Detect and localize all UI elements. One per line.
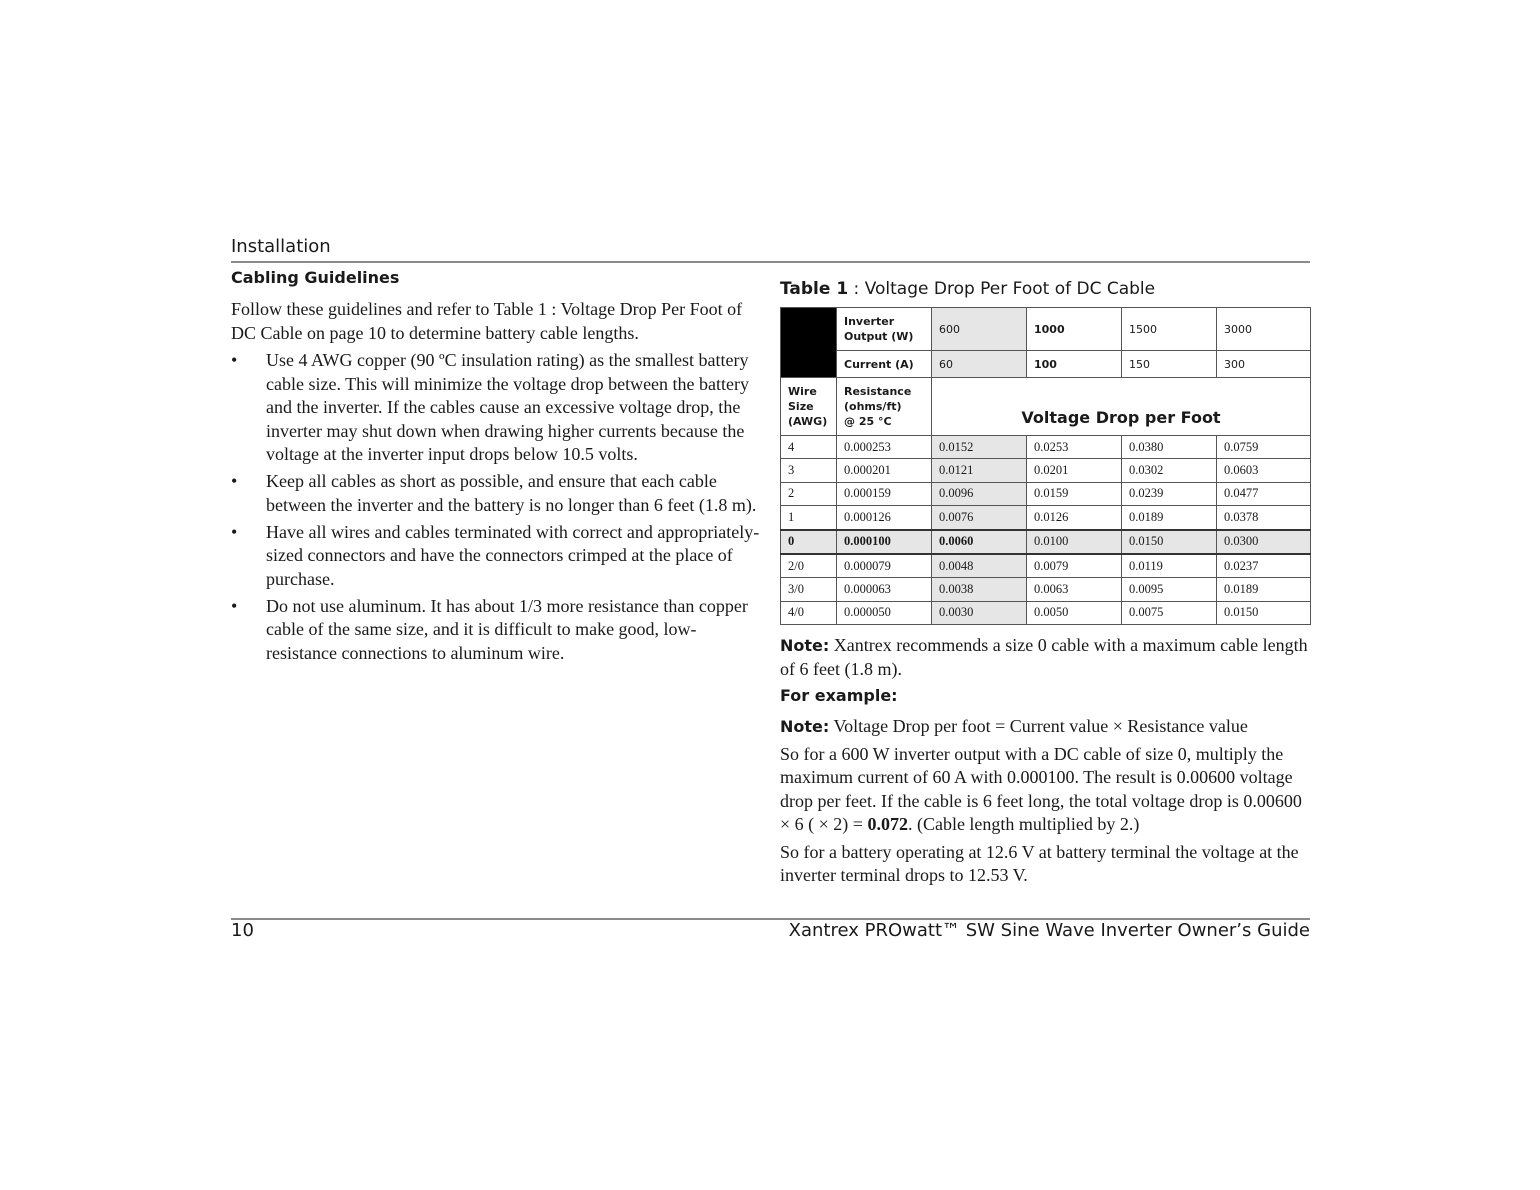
output-value: 3000 xyxy=(1217,308,1311,351)
table-cell: 0.0150 xyxy=(1217,601,1311,624)
current-value: 150 xyxy=(1122,351,1217,378)
table-cell: 0.0075 xyxy=(1122,601,1217,624)
table-cell: 0 xyxy=(781,530,837,554)
total-drop-value: 0.072 xyxy=(867,814,908,835)
table-row xyxy=(781,578,1311,601)
voltage-drop-table xyxy=(780,307,1311,625)
table-cell: 0.0189 xyxy=(1122,506,1217,530)
table-cell: 0.000159 xyxy=(837,482,932,505)
list-item-text: Use 4 AWG copper (90 ºC insulation rating) as the smallest battery cable size. This will minimize the voltage drop between the battery and the inverter. If the cables cause an excessive voltage drop, the inverter may shut down when drawing higher currents because the voltage at the inverter input drops below 10.5 volts. xyxy=(266,350,750,464)
table-cell: 4/0 xyxy=(781,601,837,624)
output-value: 1000 xyxy=(1027,308,1122,351)
table-row xyxy=(781,554,1311,578)
table-cell: 0.0050 xyxy=(1027,601,1122,624)
table-row xyxy=(781,436,1311,459)
table-row xyxy=(781,482,1311,505)
bullet-icon: • xyxy=(231,521,238,542)
note-text: Voltage Drop per foot = Current value × Resistance value xyxy=(829,716,1248,737)
table-cell: 0.0095 xyxy=(1122,578,1217,601)
table-number: Table 1 xyxy=(780,279,849,299)
table-cell: 1 xyxy=(781,506,837,530)
bullet-icon: • xyxy=(231,471,238,491)
guideline-list xyxy=(231,349,761,665)
table-cell: 0.0477 xyxy=(1217,482,1311,505)
resistance-header: Resistance (ohms/ft) @ 25 °C xyxy=(837,378,932,436)
table-cell: 0.0100 xyxy=(1027,530,1122,554)
table-cell: 0.0121 xyxy=(932,459,1027,482)
table-cell: 0.0302 xyxy=(1122,459,1217,482)
example-paragraph: So for a 600 W inverter output with a DC cable of size 0, multiply the maximum current of 60 A with 0.000100. The result is 0.00600 voltage drop per feet. If the cable is 6 feet long, the total voltage drop is 0.00600 × 6 ( × 2) = 0.072. (Cable length multiplied by 2.) xyxy=(780,743,1302,835)
table-row xyxy=(781,459,1311,482)
table-cell: 0.000126 xyxy=(837,506,932,530)
table-cell: 2 xyxy=(781,482,837,505)
example-heading: For example: xyxy=(780,686,898,706)
intro-paragraph: Follow these guidelines and refer to Table 1 : Voltage Drop Per Foot of DC Cable on page 10 to determine battery cable lengths. xyxy=(231,299,743,343)
note-label: Note: xyxy=(780,636,830,656)
table-cell: 0.000253 xyxy=(837,436,932,459)
table-cell: 0.0038 xyxy=(932,578,1027,601)
table-row xyxy=(781,601,1311,624)
table-cell: 0.0048 xyxy=(932,554,1027,578)
table-cell: 2/0 xyxy=(781,554,837,578)
table-cell: 0.000063 xyxy=(837,578,932,601)
header-corner-block xyxy=(781,308,837,378)
table-cell: 0.0096 xyxy=(932,482,1027,505)
table-cell: 0.0759 xyxy=(1217,436,1311,459)
note-recommendation xyxy=(780,634,1310,681)
running-header: Installation xyxy=(231,236,331,257)
table-cell: 0.000050 xyxy=(837,601,932,624)
output-value: 600 xyxy=(932,308,1027,351)
inverter-output-label: Inverter Output (W) xyxy=(837,308,932,351)
table-cell: 0.0159 xyxy=(1027,482,1122,505)
table-cell: 0.0237 xyxy=(1217,554,1311,578)
table-cell: 0.0380 xyxy=(1122,436,1217,459)
table-header-row xyxy=(781,351,1311,378)
wire-size-header: Wire Size (AWG) xyxy=(781,378,837,436)
table-cell: 0.0076 xyxy=(932,506,1027,530)
list-item xyxy=(231,521,761,592)
table-column-header-row xyxy=(781,378,1311,436)
output-value: 1500 xyxy=(1122,308,1217,351)
table-cell: 0.0126 xyxy=(1027,506,1122,530)
table-header-row xyxy=(781,308,1311,351)
battery-paragraph: So for a battery operating at 12.6 V at battery terminal the voltage at the inverter terminal drops to 12.53 V. xyxy=(780,841,1299,886)
header-rule xyxy=(231,261,1310,263)
bullet-icon: • xyxy=(231,595,238,616)
list-item xyxy=(231,470,761,517)
note-text: Xantrex recommends a size 0 cable with a maximum cable length of 6 feet (1.8 m). xyxy=(780,635,1308,679)
table-cell: 0.0060 xyxy=(932,530,1027,554)
left-column xyxy=(231,268,761,669)
table-cell: 0.0201 xyxy=(1027,459,1122,482)
current-value: 300 xyxy=(1217,351,1311,378)
table-cell: 0.0152 xyxy=(932,436,1027,459)
list-item-text: Have all wires and cables terminated with correct and appropriately-sized connectors and have the connectors crimped at the place of purchase. xyxy=(266,521,760,589)
table-cell: 3 xyxy=(781,459,837,482)
table-cell: 4 xyxy=(781,436,837,459)
table-cell: 0.000201 xyxy=(837,459,932,482)
table-row xyxy=(781,530,1311,554)
table-cell: 0.0378 xyxy=(1217,506,1311,530)
table-cell: 0.0063 xyxy=(1027,578,1122,601)
note-label: Note: xyxy=(780,717,830,737)
table-cell: 0.0189 xyxy=(1217,578,1311,601)
section-title: Cabling Guidelines xyxy=(231,268,400,287)
current-label: Current (A) xyxy=(837,351,932,378)
table-caption-text: : Voltage Drop Per Foot of DC Cable xyxy=(848,279,1156,299)
bullet-icon: • xyxy=(231,350,238,370)
table-cell: 0.0603 xyxy=(1217,459,1311,482)
right-column xyxy=(780,279,1310,888)
current-value: 60 xyxy=(932,351,1027,378)
current-value: 100 xyxy=(1027,351,1122,378)
table-cell: 0.000100 xyxy=(837,530,932,554)
list-item xyxy=(231,595,761,666)
note-formula xyxy=(780,715,1310,739)
table-row xyxy=(781,506,1311,530)
table-cell: 0.000079 xyxy=(837,554,932,578)
document-title: Xantrex PROwatt™ SW Sine Wave Inverter Owner’s Guide xyxy=(788,920,1310,941)
list-item xyxy=(231,349,761,467)
table-cell: 3/0 xyxy=(781,578,837,601)
table-cell: 0.0079 xyxy=(1027,554,1122,578)
table-cell: 0.0253 xyxy=(1027,436,1122,459)
table-cell: 0.0300 xyxy=(1217,530,1311,554)
list-item-text: Keep all cables as short as possible, and ensure that each cable between the inverter and the battery is no longer than 6 feet (1.8 m). xyxy=(266,471,757,515)
list-item-text: Do not use aluminum. It has about 1/3 more resistance than copper cable of the same size, and it is difficult to make good, low-resistance connections to aluminum wire. xyxy=(266,595,748,663)
table-cell: 0.0239 xyxy=(1122,482,1217,505)
table-caption xyxy=(780,279,1310,299)
page-number: 10 xyxy=(231,920,254,941)
table-cell: 0.0119 xyxy=(1122,554,1217,578)
voltage-drop-header: Voltage Drop per Foot xyxy=(932,378,1311,436)
table-cell: 0.0030 xyxy=(932,601,1027,624)
table-cell: 0.0150 xyxy=(1122,530,1217,554)
